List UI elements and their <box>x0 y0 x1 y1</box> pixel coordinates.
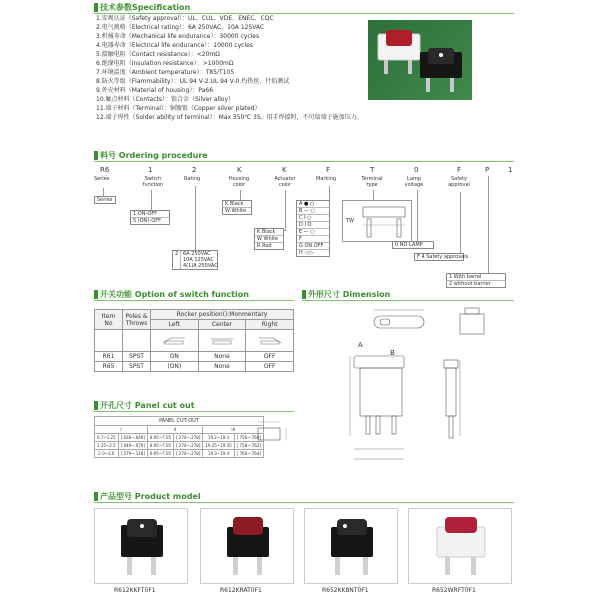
code-r6: R6 <box>100 166 110 174</box>
spec-line: 1.安规认证（Safety approval）：UL、CUL、VDE、ENEC、CQC <box>96 15 274 22</box>
dimension-title: 外形尺寸 Dimension <box>308 290 391 299</box>
housing-color-box: K Black W White <box>222 200 252 215</box>
switch-function-box: 1 ON-OFF 5 (ON)-OFF <box>130 210 170 225</box>
code-p: P <box>485 166 490 174</box>
spec-line: 4.电器寿命（Electrical life endurance）：10000 cycles <box>96 42 253 49</box>
barrier-option-box: 1 With barrel 2 without barrier <box>446 273 506 288</box>
spec-line: 5.接触电阻（Contact resistance）：<20mΩ <box>96 51 220 58</box>
panel-cutout-table: PANEL CUT-OUT I II III 0.7~1.25 [.028~.049] 8.95~7.05 [.274~.278] 19.2~19.3 [.756~.760] 1.25~2.5 [.049~.079] 8.95~7.05 [.274~.278] 19.25~19.35 [.758~.762] 2.0~3.0 [.079~.118] 6.95~7.05 [.274~.278] 19.3~19.4 [.760~.764] <box>94 416 264 458</box>
product-title-bar <box>94 492 98 501</box>
col-left: Left <box>151 320 199 330</box>
switch-black-barrier-icon <box>305 509 399 585</box>
code-1b: 1 <box>508 166 513 174</box>
product-card <box>304 508 398 584</box>
function-table <box>94 309 294 372</box>
table-row: R65 SPST (ON) None OFF <box>95 362 294 372</box>
spec-line: 3.机械寿命（Mechanical life endurance）：30000 cycles <box>96 33 260 40</box>
code-k1: K <box>237 166 242 174</box>
table-row: R61 SPST ON None OFF <box>95 352 294 362</box>
product-title-line <box>94 502 514 503</box>
product-name: R652KK8NT0F1 <box>322 587 369 594</box>
spec-line: 11.端子材料（Terminal）：铜镀银（Copper silver plated） <box>96 105 261 112</box>
col-item: Item No <box>95 310 123 330</box>
label-safety-approval: Safety approval <box>448 176 470 188</box>
connector-line <box>417 190 418 244</box>
rocker-diagram-left <box>151 330 199 352</box>
switch-red-actuator-icon <box>201 509 295 585</box>
table-row: 0.7~1.25 [.028~.049] 8.95~7.05 [.274~.278] 19.2~19.3 [.756~.760] <box>95 434 264 442</box>
col-right: Right <box>246 320 294 330</box>
label-lamp-voltage: Lamp voltage <box>404 176 424 188</box>
spec-line: 6.绝缘电阻（Insulation resistance）：>1000mΩ <box>96 60 234 67</box>
terminal-type-drawing: TW <box>342 200 412 242</box>
connector-line <box>488 176 489 276</box>
dimension-drawing <box>310 304 510 474</box>
dimension-title-bar <box>302 290 306 299</box>
col-center: Center <box>198 320 246 330</box>
panel-title-bar <box>94 401 98 410</box>
function-title-line <box>94 300 294 301</box>
spec-line: 2.电气规格（Electrical rating）：6A 250VAC、10A 125VAC <box>96 24 265 31</box>
spec-list <box>96 14 366 122</box>
function-title-bar <box>94 290 98 299</box>
rocker-left-icon <box>161 335 187 345</box>
table-row: 1.25~2.5 [.049~.079] 8.95~7.05 [.274~.278] 19.25~19.35 [.758~.762] <box>95 442 264 450</box>
label-series: Series <box>94 176 110 182</box>
marking-box: A ● ○ B — ○ C I ○ D I O E — ○ F G ON OFF H ◁ ▷ <box>296 200 330 257</box>
connector-line <box>460 192 461 256</box>
code-0: 0 <box>414 166 419 174</box>
spec-title-bar <box>94 3 98 12</box>
code-k2: K <box>282 166 287 174</box>
product-name: R612KKFT0F1 <box>114 587 156 594</box>
product-card <box>200 508 294 584</box>
code-f1: F <box>326 166 331 174</box>
label-housing-color: Housing color <box>228 176 250 188</box>
rocker-center-icon <box>209 335 235 345</box>
actuator-color-box: K Black W White R Red <box>254 228 284 250</box>
lamp-voltage-box: 0 NO LAMP <box>392 241 434 249</box>
product-title: 产品型号 Product model <box>100 492 201 501</box>
rocker-diagram-right <box>246 330 294 352</box>
label-switch-function: Switch function <box>142 176 164 188</box>
table-row: 2.0~3.0 [.079~.118] 6.95~7.05 [.274~.278] 19.3~19.4 [.760~.764] <box>95 450 264 458</box>
product-name: R612KRAT0F1 <box>220 587 262 594</box>
rocker-right-icon <box>257 335 283 345</box>
spec-line: 7.环境温度（Ambient temperature）：T85/T105 <box>96 69 235 76</box>
label-marking: Marking <box>316 176 337 182</box>
rocker-header: Rocker position():Monmentary <box>151 310 294 320</box>
series-box: Series <box>94 196 116 204</box>
function-title: 开关功能 Option of switch function <box>100 290 249 299</box>
code-1: 1 <box>148 166 153 174</box>
product-card <box>94 508 188 584</box>
col-poles: Poles & Throws <box>123 310 151 330</box>
ordering-title-bar <box>94 151 98 160</box>
connector-line <box>103 188 104 196</box>
panel-cutout-drawing <box>250 418 296 458</box>
dimension-label-a: A <box>358 341 363 349</box>
switch-black-icon <box>95 509 189 585</box>
spec-line: 12.端子焊性（Solder ability of terminal）：Max 350℃ 3S。用手焊接时，不可给端子施加压力。 <box>96 114 363 121</box>
panel-header: PANEL CUT-OUT <box>95 417 264 426</box>
ordering-title: 料号 Ordering procedure <box>100 151 208 160</box>
safety-approval-box: F 4 Safety approvals <box>414 253 464 261</box>
connector-line <box>285 190 286 230</box>
rating-box: 2 6A 250VAC 10A 125VAC 4(1)A 250VAC <box>172 250 218 270</box>
panel-title: 开孔尺寸 Panel cut out <box>100 401 195 410</box>
spec-photo <box>368 20 472 100</box>
product-card <box>408 508 512 584</box>
label-terminal-type: Terminal type <box>361 176 383 188</box>
spec-line: 10.触点材料（Contacts）：银合金（Silver alloy） <box>96 96 235 103</box>
panel-title-line <box>94 411 294 412</box>
spec-line: 9.外壳材料（Material of housing）：Pa66 <box>96 87 214 94</box>
code-2: 2 <box>192 166 197 174</box>
code-f2: F <box>457 166 462 174</box>
product-name: R652WRFT0F1 <box>432 587 476 594</box>
cutout-icon <box>250 418 296 458</box>
dimension-diagram-icon <box>310 304 510 474</box>
connector-line <box>195 186 196 254</box>
code-t: T <box>370 166 375 174</box>
spec-title: 技术参数Specification <box>100 3 191 12</box>
spec-line: 8.防火等级（Flammability）：UL 94 V-2.UL 94 V-0.灼热丝，针焰测试 <box>96 78 290 85</box>
rocker-diagram-center <box>198 330 246 352</box>
switch-white-icon <box>409 509 513 585</box>
label-rating: Rating <box>184 176 201 182</box>
switch-photo-icon <box>368 20 472 100</box>
ordering-title-line <box>94 161 514 162</box>
label-actuator-color: Actuator color <box>274 176 296 188</box>
dimension-title-line <box>302 300 514 301</box>
dimension-label-b: B <box>390 349 395 357</box>
